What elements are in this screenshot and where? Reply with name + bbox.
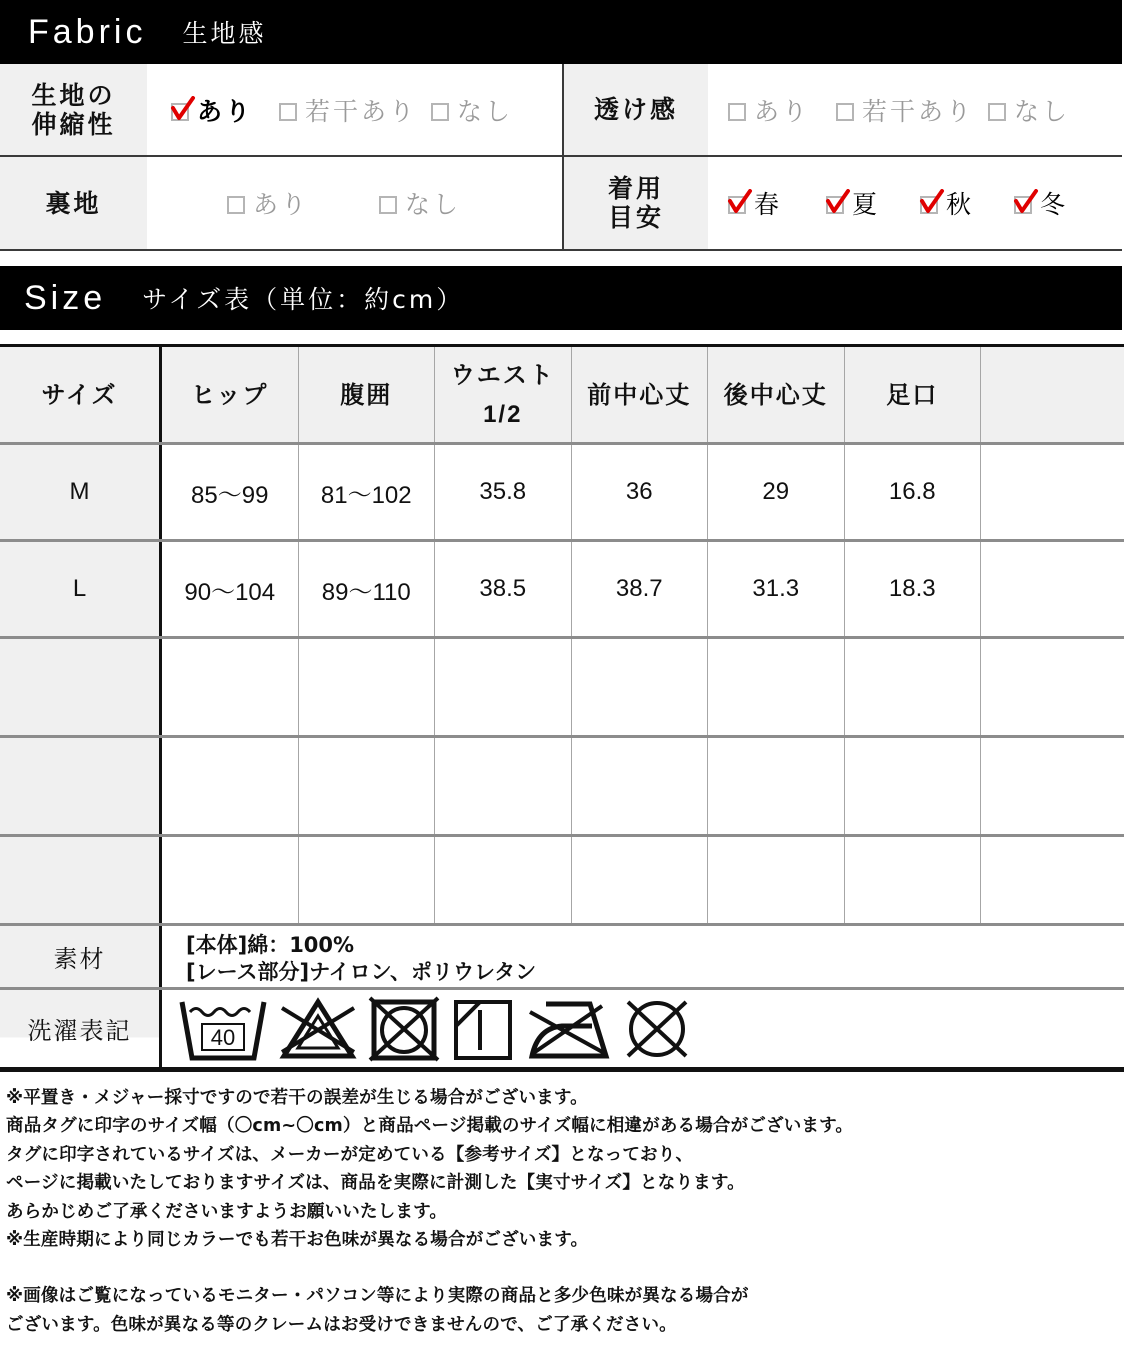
checkbox-checked-icon xyxy=(171,103,189,121)
note-line: ※生産時期により同じカラーでも若干お色味が異なる場合がございます。 xyxy=(6,1230,589,1251)
note-line: 商品タグに印字のサイズ幅（〇cm~〇cm）と商品ページ掲載のサイズ幅に相違がある場合がございます。 xyxy=(6,1116,854,1137)
sheerness-options xyxy=(708,64,1122,155)
cell-hip: 90～104 xyxy=(162,542,299,636)
checkbox-unchecked-icon xyxy=(431,103,449,121)
stretch-options xyxy=(147,64,562,155)
no-dry-clean-icon xyxy=(622,996,692,1062)
table-row xyxy=(0,542,1124,639)
cell xyxy=(572,639,709,735)
header-waist-sub: 1/2 xyxy=(483,400,523,428)
size-title-en: Size xyxy=(24,278,107,317)
material-label: 素材 xyxy=(0,926,162,987)
table-header-row xyxy=(0,347,1124,445)
stretch-option-slight[interactable]: 若干あり xyxy=(279,92,417,128)
season-label-line2: 目安 xyxy=(607,203,664,232)
header-size: サイズ xyxy=(0,347,162,442)
stretch-label-line1: 生地の xyxy=(31,80,116,110)
cell xyxy=(708,738,845,834)
cell-back-rise: 29 xyxy=(708,445,845,539)
cell xyxy=(299,738,436,834)
note-line: タグに印字されているサイズは、メーカーが定めている【参考サイズ】となっており、 xyxy=(6,1144,694,1165)
material-line-body: [本体]綿：100% xyxy=(186,933,355,957)
note-line: ございます。色味が異なる等のクレームはお受けできませんので、ご了承ください。 xyxy=(6,1314,677,1335)
care-label: 洗濯表記 xyxy=(0,990,162,1067)
cell xyxy=(162,639,299,735)
no-tumble-dry-icon xyxy=(368,996,440,1062)
no-bleach-icon xyxy=(278,996,358,1062)
cell xyxy=(845,738,982,834)
table-row-empty xyxy=(0,837,1124,926)
cell xyxy=(981,639,1124,735)
disclaimer-notes xyxy=(6,1084,853,1339)
cell xyxy=(572,738,709,834)
note-line: ※平置き・メジャー採寸ですので若干の誤差が生じる場合がございます。 xyxy=(6,1088,588,1108)
stretch-label xyxy=(0,64,147,155)
lining-label: 裏地 xyxy=(0,157,147,249)
size-section-header xyxy=(0,266,1122,330)
cell-belly: 81～102 xyxy=(299,445,436,539)
checkbox-unchecked-icon xyxy=(379,196,397,214)
cell xyxy=(708,837,845,923)
sheerness-label: 透け感 xyxy=(564,64,708,155)
size-title-jp: サイズ表（単位：約cm） xyxy=(142,285,465,314)
header-front-rise: 前中心丈 xyxy=(572,347,709,442)
season-option-spring[interactable]: 春 xyxy=(728,185,782,221)
stretch-option-none[interactable]: なし xyxy=(431,92,513,128)
checkbox-unchecked-icon xyxy=(227,196,245,214)
fabric-title-en: Fabric xyxy=(28,12,147,51)
note-line: あらかじめご了承くださいますようお願いいたします。 xyxy=(6,1201,448,1222)
cell-leg-opening: 18.3 xyxy=(845,542,982,636)
cell xyxy=(435,639,572,735)
checkbox-checked-icon xyxy=(920,196,938,214)
cell xyxy=(981,738,1124,834)
sheerness-option-none[interactable]: なし xyxy=(988,92,1070,128)
cell-back-rise: 31.3 xyxy=(708,542,845,636)
table-row-empty xyxy=(0,639,1124,738)
season-option-winter[interactable]: 冬 xyxy=(1014,185,1068,221)
header-hip: ヒップ xyxy=(162,347,299,442)
cell-front-rise: 38.7 xyxy=(572,542,709,636)
cell xyxy=(299,639,436,735)
checkbox-checked-icon xyxy=(1014,196,1032,214)
note-line: ※画像はご覧になっているモニター・パソコン等により実際の商品と多少色味が異なる場合が xyxy=(6,1286,749,1307)
care-icons xyxy=(162,990,692,1067)
cell-size: M xyxy=(0,445,162,539)
season-options xyxy=(708,157,1122,249)
sheerness-option-yes[interactable]: あり xyxy=(728,92,810,128)
header-waist xyxy=(435,347,572,442)
no-iron-icon xyxy=(526,996,612,1062)
cell xyxy=(435,837,572,923)
season-option-autumn[interactable]: 秋 xyxy=(920,185,974,221)
material-text xyxy=(162,926,536,987)
care-row xyxy=(0,990,1124,1072)
line-dry-shade-icon xyxy=(450,996,516,1062)
cell xyxy=(162,738,299,834)
season-label xyxy=(564,157,708,249)
cell xyxy=(708,639,845,735)
sheerness-option-slight[interactable]: 若干あり xyxy=(836,92,974,128)
cell xyxy=(572,837,709,923)
note-spacer xyxy=(6,1254,853,1282)
header-back-rise: 後中心丈 xyxy=(708,347,845,442)
table-row-empty xyxy=(0,738,1124,837)
cell xyxy=(162,837,299,923)
cell-empty xyxy=(981,542,1124,636)
cell xyxy=(435,738,572,834)
checkbox-unchecked-icon xyxy=(279,103,297,121)
checkbox-unchecked-icon xyxy=(836,103,854,121)
material-line-lace: [レース部分]ナイロン、ポリウレタン xyxy=(186,960,537,984)
svg-text:40: 40 xyxy=(210,1024,236,1050)
cell-hip: 85～99 xyxy=(162,445,299,539)
fabric-title-jp: 生地感 xyxy=(182,19,267,48)
cell-size xyxy=(0,837,162,923)
cell-front-rise: 36 xyxy=(572,445,709,539)
checkbox-checked-icon xyxy=(826,196,844,214)
header-waist-label: ウエスト xyxy=(450,360,555,389)
season-option-summer[interactable]: 夏 xyxy=(826,185,880,221)
cell-size: L xyxy=(0,542,162,636)
cell-size xyxy=(0,738,162,834)
stretch-label-line2: 伸縮性 xyxy=(31,109,116,139)
lining-options xyxy=(147,157,562,249)
lining-option-none[interactable]: なし xyxy=(379,185,461,221)
checkbox-unchecked-icon xyxy=(728,103,746,121)
note-line: ページに掲載いたしておりますサイズは、商品を実際に計測した【実寸サイズ】となります。 xyxy=(6,1173,745,1194)
fabric-row-2 xyxy=(0,157,1122,251)
lining-option-yes[interactable]: あり xyxy=(227,185,309,221)
table-row xyxy=(0,445,1124,542)
header-empty xyxy=(981,347,1124,442)
checkbox-unchecked-icon xyxy=(988,103,1006,121)
cell xyxy=(981,837,1124,923)
header-leg-opening: 足口 xyxy=(845,347,982,442)
cell xyxy=(299,837,436,923)
cell-empty xyxy=(981,445,1124,539)
checkbox-checked-icon xyxy=(728,196,746,214)
season-label-line1: 着用 xyxy=(607,174,664,203)
stretch-option-yes[interactable]: あり xyxy=(171,92,253,128)
fabric-section-header xyxy=(0,0,1122,64)
wash-40-icon xyxy=(178,996,268,1062)
header-belly: 腹囲 xyxy=(299,347,436,442)
cell-leg-opening: 16.8 xyxy=(845,445,982,539)
size-table xyxy=(0,344,1124,1072)
material-row xyxy=(0,926,1124,990)
cell xyxy=(845,837,982,923)
cell-belly: 89～110 xyxy=(299,542,436,636)
cell-size xyxy=(0,639,162,735)
cell-waist: 35.8 xyxy=(435,445,572,539)
cell-waist: 38.5 xyxy=(435,542,572,636)
fabric-row-1 xyxy=(0,64,1122,157)
cell xyxy=(845,639,982,735)
